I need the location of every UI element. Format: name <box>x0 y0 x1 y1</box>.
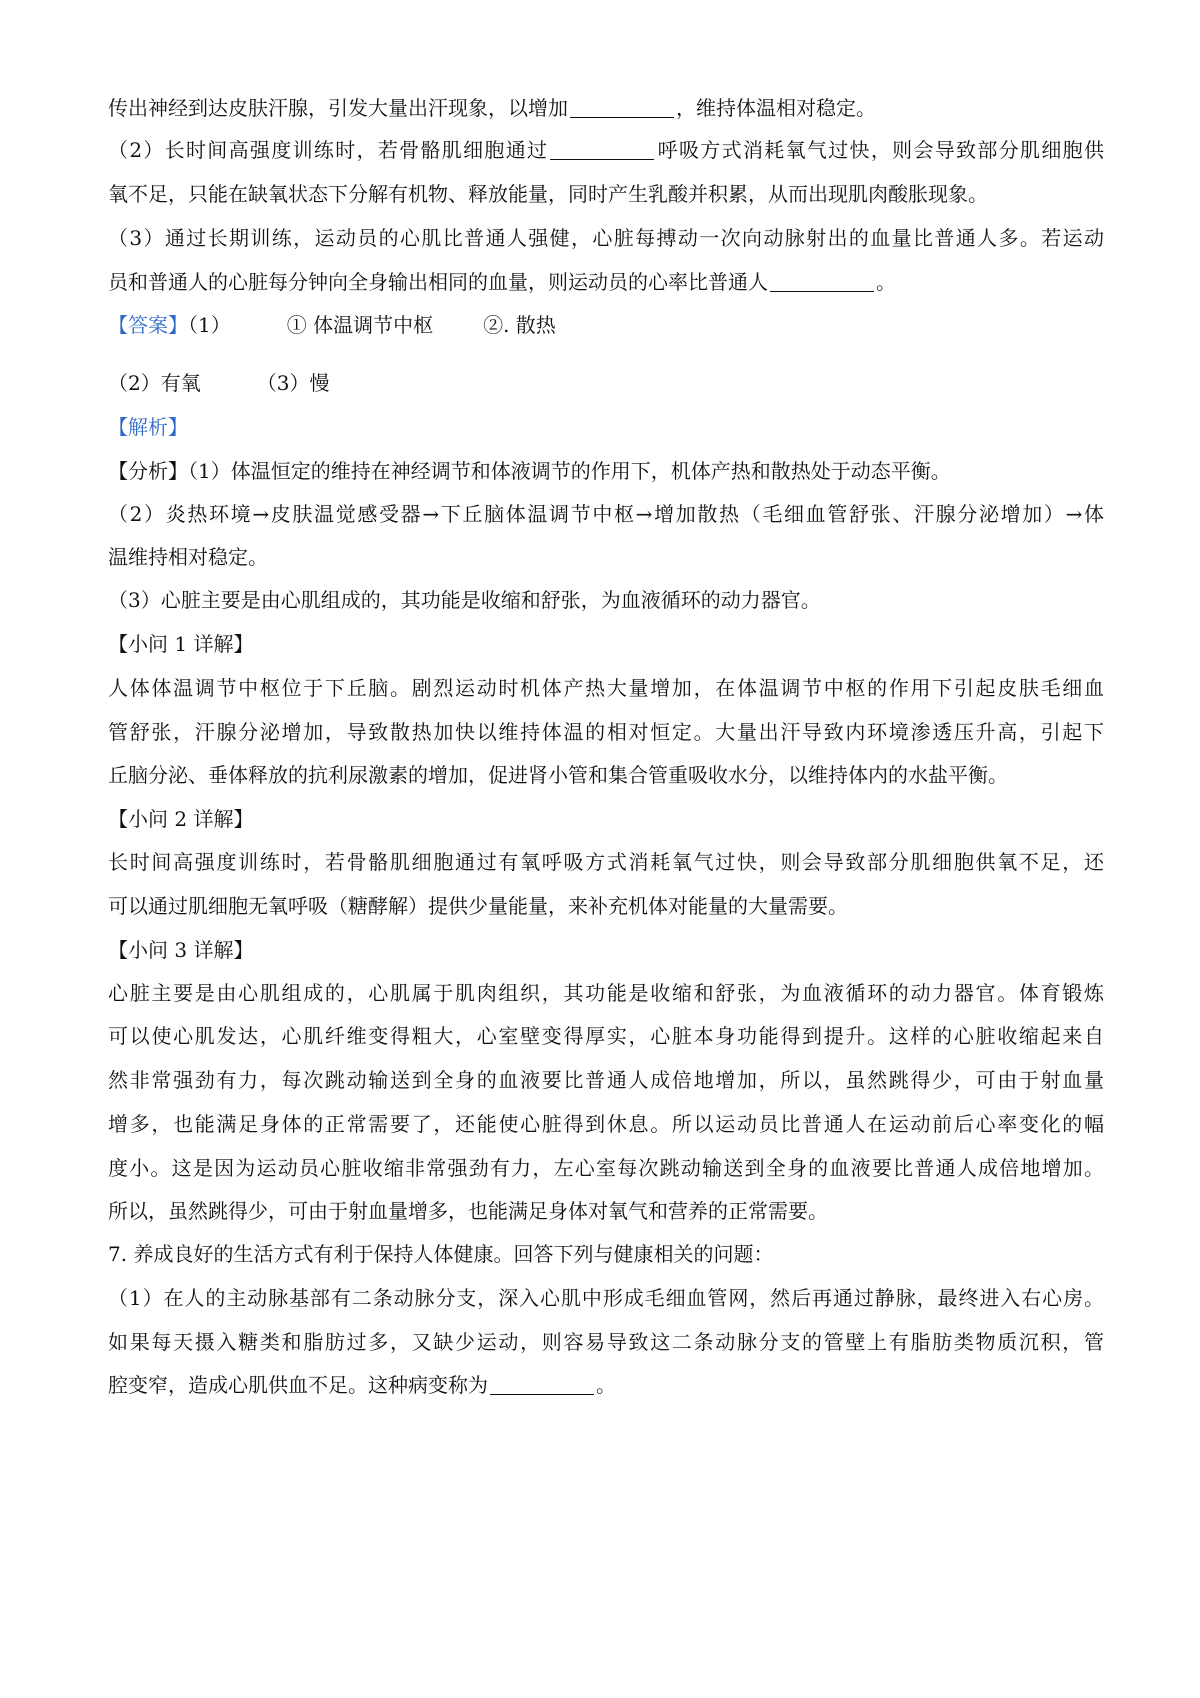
text-line <box>108 92 1104 124</box>
detail-line: 心脏主要是由心肌组成的，心肌属于肌肉组织，其功能是收缩和舒张，为血液循环的动力器官。体育锻炼 <box>108 981 1104 1005</box>
detail-heading: 【小问 3 详解】 <box>108 938 254 962</box>
detail-line: 管舒张，汗腺分泌增加，导致散热加快以维持体温的相对恒定。大量出汗导致内环境渗透压升高，引起下 <box>108 720 1104 744</box>
question-stem: 7. 养成良好的生活方式有利于保持人体健康。回答下列与健康相关的问题： <box>108 1242 774 1266</box>
text-line <box>108 134 1104 166</box>
detail-line: 长时间高强度训练时，若骨骼肌细胞通过有氧呼吸方式消耗氧气过快，则会导致部分肌细胞供氧不足，还 <box>108 850 1104 874</box>
analysis-paragraph: （2）炎热环境→皮肤温觉感受器→下丘脑体温调节中枢→增加散热（毛细血管舒张、汗腺分泌增加）→体 <box>108 502 1104 526</box>
text-segment: 。 <box>876 270 896 294</box>
text-segment: 呼吸方式消耗氧气过快，则会导致部分肌细胞供 <box>656 138 1104 162</box>
answer-line <box>108 309 1104 341</box>
question-line: （1）在人的主动脉基部有二条动脉分支，深入心肌中形成毛细血管网，然后再通过静脉，最终进入右心房。 <box>108 1286 1104 1310</box>
detail-heading: 【小问 2 详解】 <box>108 807 254 831</box>
detail-line: 可以使心肌发达，心肌纤维变得粗大，心室壁变得厚实，心脏本身功能得到提升。这样的心脏收缩起来自 <box>108 1024 1104 1048</box>
text-segment: 员和普通人的心脏每分钟向全身输出相同的血量，则运动员的心率比普通人 <box>108 270 768 294</box>
answer-q3: （3）慢 <box>256 371 330 395</box>
text-segment: 腔变窄，造成心肌供血不足。这种病变称为 <box>108 1373 488 1397</box>
detail-line: 增多，也能满足身体的正常需要了，还能使心脏得到休息。所以运动员比普通人在运动前后心率变化的幅 <box>108 1112 1104 1136</box>
detail-line: 可以通过肌细胞无氧呼吸（糖酵解）提供少量能量，来补充机体对能量的大量需要。 <box>108 894 848 918</box>
detail-heading: 【小问 1 详解】 <box>108 632 254 656</box>
text-line: 氧不足，只能在缺氧状态下分解有机物、释放能量，同时产生乳酸并积累，从而出现肌肉酸胀现象。 <box>108 182 988 206</box>
detail-line: 人体体温调节中枢位于下丘脑。剧烈运动时机体产热大量增加，在体温调节中枢的作用下引起皮肤毛细血 <box>108 676 1104 700</box>
answer-blank <box>770 271 874 292</box>
answer-blank <box>550 139 654 160</box>
answer-blank <box>490 1374 594 1395</box>
analysis-label <box>108 411 1104 443</box>
text-segment: （2）长时间高强度训练时，若骨骼肌细胞通过 <box>108 138 549 162</box>
text-line: （3）通过长期训练，运动员的心肌比普通人强健，心脏每搏动一次向动脉射出的血量比普通人多。若运动 <box>108 226 1104 250</box>
answer-label: 【答案】 <box>108 313 188 337</box>
text-segment: ，维持体温相对稳定。 <box>676 96 876 120</box>
answer-q1-item1: ① 体温调节中枢 <box>286 313 434 337</box>
text-line <box>108 266 1104 298</box>
detail-line: 度小。这是因为运动员心脏收缩非常强劲有力，左心室每次跳动输送到全身的血液要比普通人成倍地增加。 <box>108 1156 1104 1180</box>
question-line: 如果每天摄入糖类和脂肪过多，又缺少运动，则容易导致这二条动脉分支的管壁上有脂肪类物质沉积，管 <box>108 1330 1104 1354</box>
answer-q2: （2）有氧 <box>108 371 201 395</box>
answer-line <box>108 367 1104 399</box>
detail-line: 丘脑分泌、垂体释放的抗利尿激素的增加，促进肾小管和集合管重吸收水分，以维持体内的水盐平衡。 <box>108 763 1008 787</box>
detail-line: 然非常强劲有力，每次跳动输送到全身的血液要比普通人成倍地增加，所以，虽然跳得少，可由于射血量 <box>108 1068 1104 1092</box>
detail-line: 所以，虽然跳得少，可由于射血量增多，也能满足身体对氧气和营养的正常需要。 <box>108 1199 828 1223</box>
answer-q1-item2: ②. 散热 <box>483 313 556 337</box>
answer-blank <box>570 97 674 118</box>
text-segment: 传出神经到达皮肤汗腺，引发大量出汗现象，以增加 <box>108 96 568 120</box>
analysis-label-text: 【解析】 <box>108 415 188 439</box>
analysis-paragraph: 温维持相对稳定。 <box>108 545 268 569</box>
text-segment: 。 <box>596 1373 616 1397</box>
question-line <box>108 1369 1104 1401</box>
analysis-paragraph: （3）心脏主要是由心肌组成的，其功能是收缩和舒张，为血液循环的动力器官。 <box>108 588 821 612</box>
analysis-paragraph: 【分析】（1）体温恒定的维持在神经调节和体液调节的作用下，机体产热和散热处于动态平衡。 <box>108 459 951 483</box>
answer-q1-number: （1） <box>188 313 231 337</box>
